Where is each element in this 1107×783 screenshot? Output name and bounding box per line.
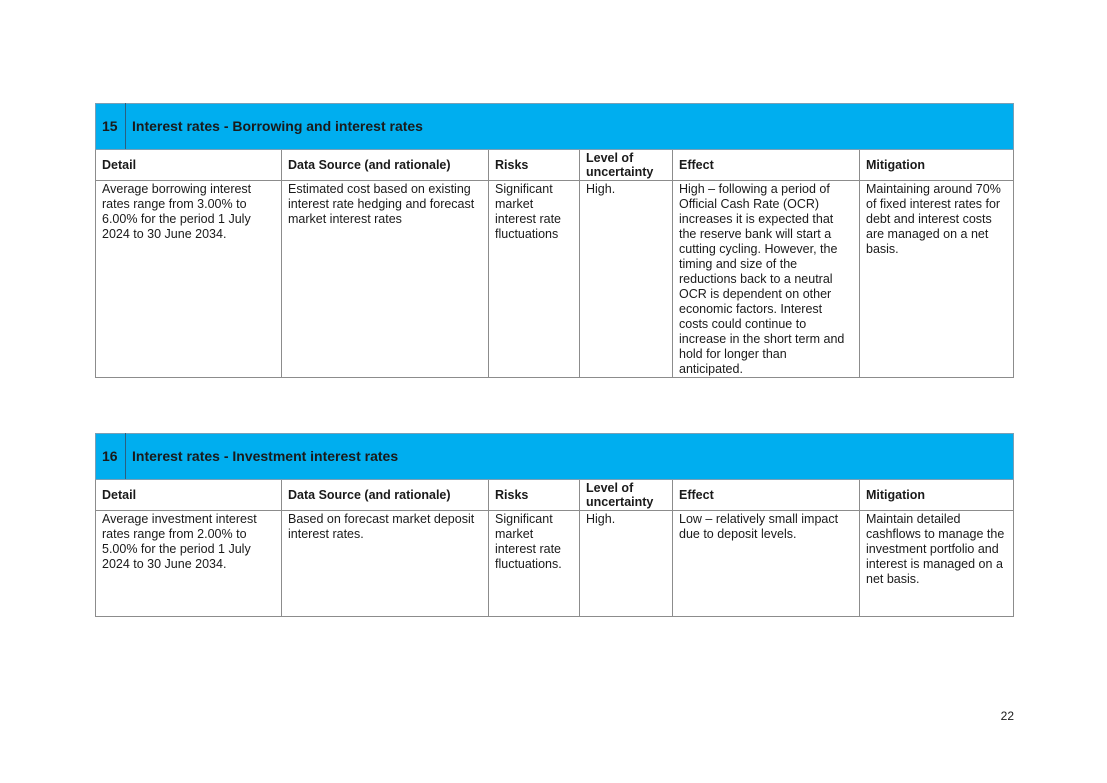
cell-detail: Average borrowing interest rates range from 3.00% to 6.00% for the period 1 July 2024 to 30 June 2034. <box>96 181 282 378</box>
cell-data-source: Estimated cost based on existing interest rate hedging and forecast market interest rates <box>282 181 489 378</box>
header-detail: Detail <box>96 150 282 181</box>
header-level-of-uncertainty: Level of uncertainty <box>580 150 673 181</box>
cell-level-of-uncertainty: High. <box>580 181 673 378</box>
cell-mitigation: Maintaining around 70% of fixed interest rates for debt and interest costs are managed on a net basis. <box>860 181 1014 378</box>
table-title: Interest rates - Borrowing and interest rates <box>126 104 1014 150</box>
assumption-table-16 <box>95 433 1014 617</box>
cell-data-source: Based on forecast market deposit interest rates. <box>282 511 489 617</box>
header-effect: Effect <box>673 480 860 511</box>
table-title-row <box>96 104 1014 150</box>
header-mitigation: Mitigation <box>860 480 1014 511</box>
table-header-row <box>96 150 1014 181</box>
cell-risks: Significant market interest rate fluctuations <box>489 181 580 378</box>
cell-risks: Significant market interest rate fluctuations. <box>489 511 580 617</box>
page-number: 22 <box>1000 709 1014 723</box>
table-title: Interest rates - Investment interest rates <box>126 434 1014 480</box>
header-risks: Risks <box>489 480 580 511</box>
cell-level-of-uncertainty: High. <box>580 511 673 617</box>
cell-mitigation: Maintain detailed cashflows to manage the investment portfolio and interest is managed on a net basis. <box>860 511 1014 617</box>
cell-effect: High – following a period of Official Cash Rate (OCR) increases it is expected that the reserve bank will start a cutting cycling. However, the timing and size of the reductions back to a neutral OCR is dependent on other economic factors. Interest costs could continue to increase in the short term and hold for longer than anticipated. <box>673 181 860 378</box>
header-detail: Detail <box>96 480 282 511</box>
header-data-source: Data Source (and rationale) <box>282 480 489 511</box>
header-mitigation: Mitigation <box>860 150 1014 181</box>
table-number: 15 <box>96 104 126 150</box>
cell-detail: Average investment interest rates range from 2.00% to 5.00% for the period 1 July 2024 to 30 June 2034. <box>96 511 282 617</box>
table-title-row <box>96 434 1014 480</box>
header-data-source: Data Source (and rationale) <box>282 150 489 181</box>
header-level-of-uncertainty: Level of uncertainty <box>580 480 673 511</box>
cell-effect: Low – relatively small impact due to deposit levels. <box>673 511 860 617</box>
table-row <box>96 181 1014 378</box>
header-risks: Risks <box>489 150 580 181</box>
table-header-row <box>96 480 1014 511</box>
header-effect: Effect <box>673 150 860 181</box>
table-row <box>96 511 1014 617</box>
assumption-table-15 <box>95 103 1014 378</box>
table-number: 16 <box>96 434 126 480</box>
